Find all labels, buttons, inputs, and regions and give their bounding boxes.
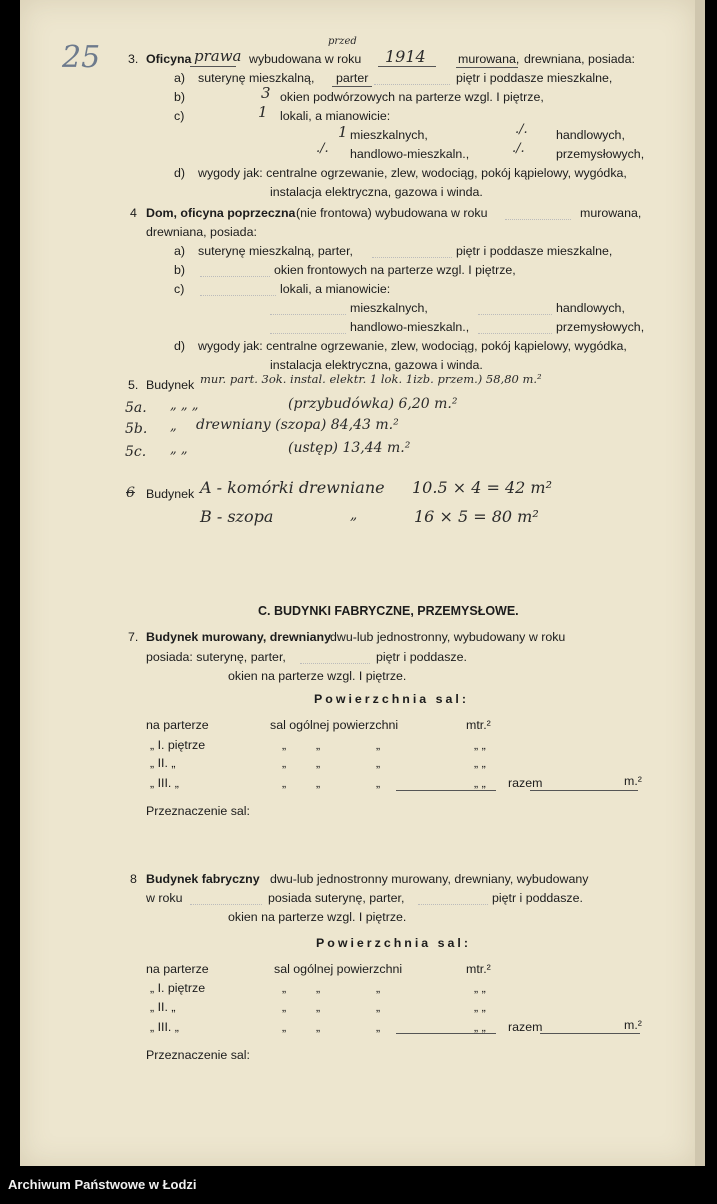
item3-c-text: lokali, a mianowicie: [280,109,391,123]
item3-przem: przemysłowych, [556,147,645,161]
item4-a-label: a) [174,244,186,258]
item7-text2b: piętr i poddasze. [376,650,467,664]
item6-hw-b: B - szopa [200,507,274,526]
item5-hw-5c-quotes: „ „ [170,442,188,457]
item4-a-text2: piętr i poddasze mieszkalne, [456,244,613,258]
item6-lead: Budynek [146,487,195,501]
item7-q-1a: „ [282,738,287,752]
item8-q-2a: „ [282,1000,287,1014]
item5-hw-5a-quotes: „ „ „ [170,398,199,413]
item4-c-label: c) [174,282,185,296]
item4-mieszk: mieszkalnych, [350,301,428,315]
item8-row-sal: sal ogólnej powierzchni [274,962,403,976]
item5-number: 5. [128,378,139,392]
item3-d-text1: wygody jak: centralne ogrzewanie, zlew, wodociąg, pokój kąpielowy, wygódka, [198,166,627,180]
item8-row-mtr: mtr.² [466,962,491,976]
item3-b-label: b) [174,90,186,104]
item3-mieszk: mieszkalnych, [350,128,428,142]
archive-label: Archiwum Państwowe w Łodzi [8,1177,197,1192]
item4-text1: (nie frontowa) wybudowana w roku [296,206,488,220]
item8-lead: Budynek fabryczny [146,872,260,886]
item8-przezn: Przeznaczenie sal: [146,1048,250,1062]
page-number: 25 [62,40,101,75]
page-edge [695,0,705,1166]
item5-hw-5c: (ustęp) 13,44 m.² [288,440,411,456]
item7-q-3b: „ [316,776,321,790]
item3-type-line [190,66,236,67]
item3-hw-type: prawa [194,47,242,65]
item7-razem: razem [508,776,543,790]
item7-q-3a: „ [282,776,287,790]
item4-handl-blank [478,314,552,315]
item5-label-5a: 5a. [125,400,147,416]
item5-hw-line1: mur. part. 3ok. instal. elektr. 1 lok. 1izb. przem.) 58,80 m.² [200,372,542,386]
item3-mieszk-hw: 1 [338,123,348,141]
item7-sum-line [396,790,496,791]
item4-mieszk-blank [270,314,346,315]
item4-handl: handlowych, [556,301,625,315]
item4-b-blank [200,276,270,277]
item7-text1: dwu-lub jednostronny, wybudowany w roku [330,630,566,644]
item3-handl: handlowych, [556,128,625,142]
item8-year-blank [190,904,262,905]
item5-label-5c: 5c. [125,444,147,460]
item8-q-1a: „ [282,981,287,995]
item3-parter-underline [332,86,372,87]
item4-lead: Dom, oficyna poprzeczna [146,206,296,220]
item7-row-sal: sal ogólnej powierzchni [270,718,399,732]
item7-qq-1: „ „ [474,738,486,752]
item8-razem-line [540,1033,640,1034]
item7-text2a: posiada: suterynę, parter, [146,650,286,664]
item4-d-text1: wygody jak: centralne ogrzewanie, zlew, wodociąg, pokój kąpielowy, wygódka, [198,339,627,353]
item4-year-blank [505,219,571,220]
item3-murowana-underline [456,67,518,68]
item8-razem: razem [508,1020,543,1034]
item7-qq-3: „ „ [474,776,486,790]
item8-parter-blank [418,904,488,905]
item4-number: 4 [130,206,137,220]
item4-hm: handlowo-mieszkaln., [350,320,470,334]
item8-row-1: „ I. piętrze [150,981,206,995]
item6-hw-a-calc: 10.5 × 4 = 42 m² [412,478,552,497]
item7-q-2c: „ [376,756,381,770]
item3-hw-przed: przed [328,36,357,47]
item3-opt-murowana: murowana, [458,52,520,66]
item8-q-3a: „ [282,1020,287,1034]
item8-q-1c: „ [376,981,381,995]
item3-a-text2: piętr i poddasze mieszkalne, [456,71,613,85]
item7-qq-2: „ „ [474,756,486,770]
item8-q-1b: „ [316,981,321,995]
item7-razem-line [530,790,638,791]
item3-d-label: d) [174,166,186,180]
item8-text1: dwu-lub jednostronny murowany, drewniany, wybudowany [270,872,589,886]
item8-text3: okien na parterze wzgl. I piętrze. [228,910,407,924]
item8-qq-3: „ „ [474,1020,486,1034]
item7-row-parter: na parterze [146,718,209,732]
item7-q-2b: „ [316,756,321,770]
item5-hw-5a: (przybudówka) 6,20 m.² [288,396,458,412]
item8-q-2b: „ [316,1000,321,1014]
item8-text2c: piętr i poddasze. [492,891,583,905]
item8-qq-1: „ „ [474,981,486,995]
item7-q-3c: „ [376,776,381,790]
item8-q-3c: „ [376,1020,381,1034]
item7-m2: m.² [624,774,642,788]
item8-q-3b: „ [316,1020,321,1034]
item8-row-3: „ III. „ [150,1020,179,1034]
item3-year-line [378,66,436,67]
item8-sum-line [396,1033,496,1034]
item7-row-2: „ II. „ [150,756,176,770]
item4-text1b: murowana, [580,206,642,220]
item6-hw-b-calc: 16 × 5 = 80 m² [414,507,539,526]
item5-label-5b: 5b. [125,421,148,437]
item6-hw-a: A - komórki drewniane [200,478,385,497]
item3-b-text: okien podwórzowych na parterze wzgl. I piętrze, [280,90,544,104]
item3-lead: Oficyna [146,52,192,66]
item8-text2b: posiada suterynę, parter, [268,891,405,905]
item3-opt-rest: drewniana, posiada: [524,52,635,66]
item5-hw-5b: drewniany (szopa) 84,43 m.² [196,417,399,433]
item4-hm-blank [270,333,346,334]
item4-text2: drewniana, posiada: [146,225,257,239]
item8-row-2: „ II. „ [150,1000,176,1014]
item7-row-3: „ III. „ [150,776,179,790]
item5-lead: Budynek [146,378,195,392]
item8-pow-title: Powierzchnia sal: [316,936,471,950]
item8-qq-2: „ „ [474,1000,486,1014]
item3-text1: wybudowana w roku [249,52,362,66]
item4-b-label: b) [174,263,186,277]
item3-c-hw: 1 [258,103,268,121]
item3-przem-hw: ./. [512,141,525,156]
item7-row-1: „ I. piętrze [150,738,206,752]
item7-number: 7. [128,630,139,644]
item7-q-1b: „ [316,738,321,752]
item8-text2a: w roku [146,891,183,905]
item7-lead: Budynek murowany, drewniany [146,630,331,644]
item3-hw-year: 1914 [385,47,426,66]
item8-row-parter: na parterze [146,962,209,976]
item7-text3: okien na parterze wzgl. I piętrze. [228,669,407,683]
item4-c-blank [200,295,276,296]
section-c-title: C. BUDYNKI FABRYCZNE, PRZEMYSŁOWE. [258,604,519,618]
item7-przezn: Przeznaczenie sal: [146,804,250,818]
item4-przem: przemysłowych, [556,320,645,334]
item6-struck-number: 6 [126,485,135,501]
item3-a-blank [374,84,450,85]
item3-hm: handlowo-mieszkaln., [350,147,470,161]
item6-hw-b-quote: „ [350,507,358,523]
item4-a-blank [372,257,452,258]
item3-d-text2: instalacja elektryczna, gazowa i winda. [270,185,483,199]
item4-b-text: okien frontowych na parterze wzgl. I piętrze, [274,263,516,277]
item7-row-mtr: mtr.² [466,718,491,732]
item3-a-parter: parter [336,71,369,85]
item3-handl-hw: ./. [515,122,528,137]
item3-number: 3. [128,52,139,66]
item8-q-2c: „ [376,1000,381,1014]
item7-pow-title: Powierzchnia sal: [314,692,469,706]
item7-q-1c: „ [376,738,381,752]
item8-m2: m.² [624,1018,642,1032]
item5-hw-5b-quote: „ [170,419,177,434]
item3-b-hw: 3 [261,84,271,102]
item7-q-2a: „ [282,756,287,770]
item3-c-label: c) [174,109,185,123]
item3-a-label: a) [174,71,186,85]
item8-number: 8 [130,872,137,886]
item3-hm-hw: ./. [316,141,329,156]
item4-d-text2: instalacja elektryczna, gazowa i winda. [270,358,483,372]
item3-a-text1: suterynę mieszkalną, [198,71,315,85]
item4-przem-blank [478,333,552,334]
archive-footer [0,1166,717,1204]
item7-parter-blank [300,663,370,664]
item4-c-text: lokali, a mianowicie: [280,282,391,296]
item4-d-label: d) [174,339,186,353]
item4-a-text1: suterynę mieszkalną, parter, [198,244,353,258]
